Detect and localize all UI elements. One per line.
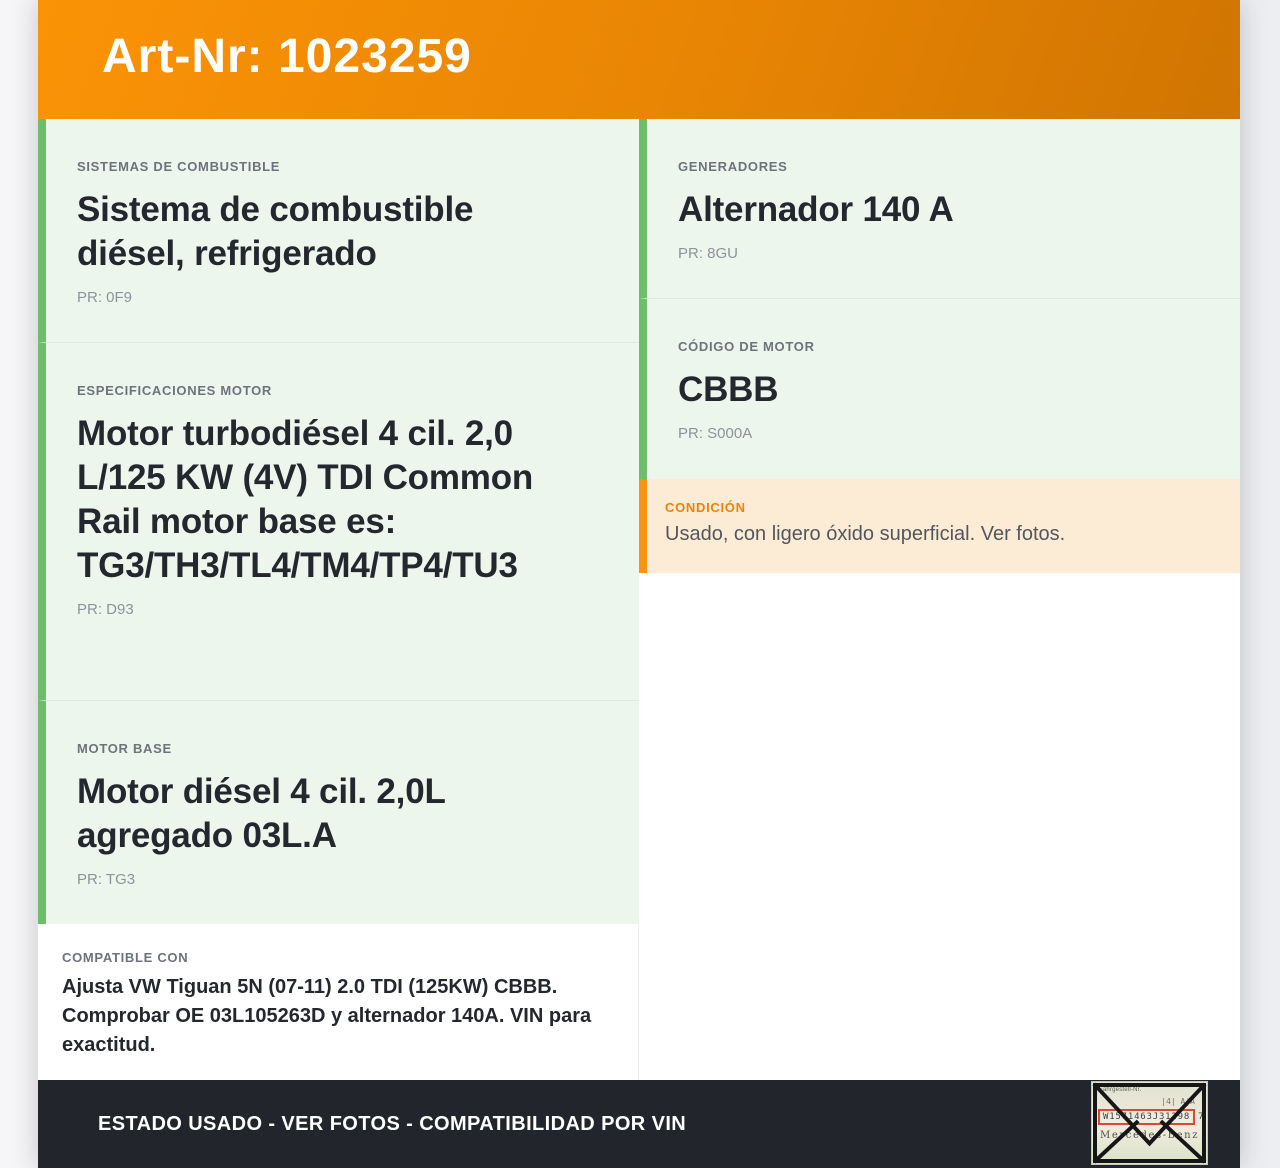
condition-label: CONDICIÓN: [665, 500, 746, 515]
generator-title: Alternador 140 A: [678, 190, 954, 229]
generator-pr-code: PR: 8GU: [678, 245, 739, 262]
engine-specs-label: ESPECIFICACIONES MOTOR: [77, 383, 273, 398]
generator-label: GENERADORES: [678, 159, 788, 174]
engine-specs-pr-code: PR: D93: [77, 601, 134, 618]
engine-specs-card: [38, 342, 639, 700]
footer-status-text: ESTADO USADO - VER FOTOS - COMPATIBILIDAD POR VIN: [98, 1112, 687, 1135]
vin-document-field-label: Fahrgestell-Nr.: [1099, 1087, 1142, 1093]
generator-card: [639, 119, 1240, 298]
article-number-title: Art-Nr: 1023259: [102, 30, 472, 83]
content-columns: [38, 119, 1240, 1080]
engine-specs-title: Motor turbodiésel 4 cil. 2,0 L/125 KW (4V) TDI Common Rail motor base es: TG3/TH3/TL4/TM4/TP4/TU3: [77, 414, 534, 585]
engine-base-card: [38, 700, 639, 924]
left-column: [38, 119, 639, 1080]
vin-highlight-box: W1571463J31298: [1098, 1109, 1195, 1125]
page-container: [38, 0, 1240, 1168]
compatibility-card: [38, 924, 639, 1080]
engine-code-pr-code: PR: S000A: [678, 425, 753, 442]
vin-document-photo: [1091, 1081, 1208, 1165]
fuel-system-card: [38, 119, 639, 342]
engine-code-label: CÓDIGO DE MOTOR: [678, 339, 815, 354]
vin-check-digit: 7: [1198, 1112, 1204, 1122]
header-bar: [38, 0, 1240, 119]
engine-base-title: Motor diésel 4 cil. 2,0L agregado 03L.A: [77, 772, 446, 855]
footer-bar: [38, 1080, 1240, 1168]
engine-code-title: CBBB: [678, 370, 779, 409]
condition-text: Usado, con ligero óxido superficial. Ver fotos.: [665, 523, 1066, 545]
engine-code-card: [639, 298, 1240, 479]
engine-base-pr-code: PR: TG3: [77, 871, 136, 888]
vin-document-brand: Mercedes-Benz: [1100, 1130, 1200, 1141]
vin-document-small-mark: |4| A|A: [1161, 1097, 1195, 1106]
fuel-system-title: Sistema de combustible diésel, refrigerado: [77, 190, 474, 273]
compatibility-text: Ajusta VW Tiguan 5N (07-11) 2.0 TDI (125KW) CBBB. Comprobar OE 03L105263D y alternador 140A. VIN para exactitud.: [62, 976, 592, 1056]
fuel-system-pr-code: PR: 0F9: [77, 289, 133, 306]
engine-base-label: MOTOR BASE: [77, 741, 172, 756]
condition-card: [639, 479, 1240, 573]
fuel-system-label: SISTEMAS DE COMBUSTIBLE: [77, 159, 281, 174]
compatibility-label: COMPATIBLE CON: [62, 950, 189, 965]
envelope-icon: [1092, 1082, 1207, 1164]
right-column: [639, 119, 1240, 1080]
